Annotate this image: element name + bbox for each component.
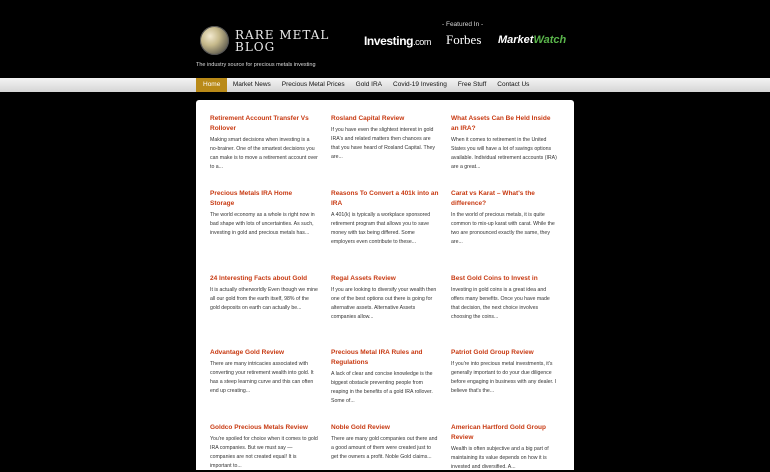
nav-gold-ira[interactable]: Gold IRA: [355, 81, 383, 88]
post-title-link[interactable]: Retirement Account Transfer Vs Rollover: [210, 115, 309, 132]
post-excerpt: The world economy as a whole is right now in bad shape with lots of uncertainties. As such, investing in gold and precious metals has...: [210, 212, 315, 237]
post-title-link[interactable]: What Assets Can Be Held Inside an IRA?: [451, 115, 551, 132]
post-grid: [196, 100, 574, 470]
logo-text: [235, 29, 329, 53]
site-logo[interactable]: [200, 26, 329, 55]
post-card: [210, 348, 318, 396]
post-card: [210, 114, 318, 172]
post-excerpt: When it comes to retirement in the United States you will have a lot of savings options available. Individual retirement accounts (IRA) are a great...: [451, 137, 557, 171]
featured-in-label: - Featured In -: [442, 21, 484, 28]
post-title-link[interactable]: Precious Metal IRA Rules and Regulations: [331, 349, 423, 366]
post-title-link[interactable]: Rosland Capital Review: [331, 115, 405, 122]
nav-market-news[interactable]: Market News: [232, 81, 271, 88]
nav-covid-19-investing[interactable]: Covid-19 Investing: [393, 81, 447, 88]
post-excerpt: Investing in gold coins is a great idea and offers many benefits. Once you have made that decision, the next choice involves choosing the coins...: [451, 287, 550, 321]
post-excerpt: You're spoiled for choice when it comes to gold IRA companies. But we must say — companies are not created equal! It is important to...: [210, 436, 318, 470]
post-card: [451, 114, 559, 172]
post-card: [451, 423, 559, 472]
post-excerpt: It is actually otherworldly Even though we mine all our gold from the earth itself, 98% of the gold deposits on earth can actually be...: [210, 287, 318, 312]
post-card: [451, 348, 559, 396]
marketwatch-logo: [498, 34, 566, 46]
post-title-link[interactable]: Precious Metals IRA Home Storage: [210, 190, 293, 207]
post-excerpt: There are many gold companies out there and a good amount of them were created just to get the owners a profit. Noble Gold claims...: [331, 436, 438, 461]
post-card: [331, 348, 439, 406]
post-title-link[interactable]: 24 Interesting Facts about Gold: [210, 275, 308, 282]
post-card: [451, 189, 559, 247]
post-title-link[interactable]: Regal Assets Review: [331, 275, 396, 282]
marketwatch-logo-b: Watch: [533, 34, 567, 46]
post-card: [210, 274, 318, 313]
post-card: [331, 114, 439, 162]
post-excerpt: If you have even the slightest interest in gold IRA's and related matters then chances are that you have heard of Rosland Capital. They are...: [331, 127, 436, 161]
site-tagline: The industry source for precious metals investing: [196, 62, 316, 68]
forbes-logo: Forbes: [446, 32, 482, 47]
post-excerpt: A lack of clear and concise knowledge is the biggest obstacle preventing people from reaping in the benefits of a gold IRA rollover. Some of...: [331, 371, 433, 405]
post-title-link[interactable]: Noble Gold Review: [331, 424, 390, 431]
main-nav: [196, 78, 535, 92]
nav-free-stuff[interactable]: Free Stuff: [457, 81, 487, 88]
post-card: [331, 189, 439, 247]
post-card: [210, 423, 318, 471]
post-title-link[interactable]: Patriot Gold Group Review: [451, 349, 534, 356]
gold-coin-icon: [200, 26, 229, 55]
investing-logo-suffix: .com: [413, 37, 431, 47]
post-card: [210, 189, 318, 238]
post-card: [331, 423, 439, 462]
marketwatch-logo-a: Market: [498, 34, 534, 46]
post-excerpt: Making smart decisions when investing is a no-brainer. One of the smartest decisions you can make is to move a retirement account over to a...: [210, 137, 318, 171]
site-header: [0, 0, 770, 78]
nav-precious-metal-prices[interactable]: Precious Metal Prices: [281, 81, 345, 88]
post-excerpt: If you're into precious metal investments, it's generally important to do your due diligence before engaging in business with any dealer. I believe that's the...: [451, 361, 557, 395]
logo-line-2: BLOG: [235, 39, 276, 54]
post-card: [331, 274, 439, 322]
post-title-link[interactable]: Reasons To Convert a 401k into an IRA: [331, 190, 439, 207]
post-card: [451, 274, 559, 322]
post-title-link[interactable]: Best Gold Coins to Invest in: [451, 275, 538, 282]
post-excerpt: A 401(k) is typically a workplace sponsored retirement program that allows you to save money with tax being differed. Some employers even contribute to these...: [331, 212, 431, 246]
investing-logo-main: Investing: [364, 34, 414, 48]
post-title-link[interactable]: Carat vs Karat – What's the difference?: [451, 190, 535, 207]
nav-contact-us[interactable]: Contact Us: [497, 81, 530, 88]
post-title-link[interactable]: American Hartford Gold Group Review: [451, 424, 546, 441]
post-excerpt: Wealth is often subjective and a big part of maintaining its value depends on how it is invested and diversified. A...: [451, 446, 549, 471]
post-title-link[interactable]: Goldco Precious Metals Review: [210, 424, 308, 431]
post-excerpt: If you are looking to diversify your wealth then one of the best options out there is going for alternative assets. Alternative Assets companies allow...: [331, 287, 437, 321]
logo-line-1: RARE METAL: [235, 27, 330, 42]
post-excerpt: In the world of precious metals, it is quite common to mix-up karat with carat. While the two are pronounced exactly the same, they are...: [451, 212, 555, 246]
investing-com-logo: [364, 34, 431, 48]
post-excerpt: There are many intricacies associated with converting your retirement wealth into gold. It has a steep learning curve and this can often end up creating...: [210, 361, 314, 395]
nav-home[interactable]: Home: [196, 78, 227, 92]
post-title-link[interactable]: Advantage Gold Review: [210, 349, 285, 356]
